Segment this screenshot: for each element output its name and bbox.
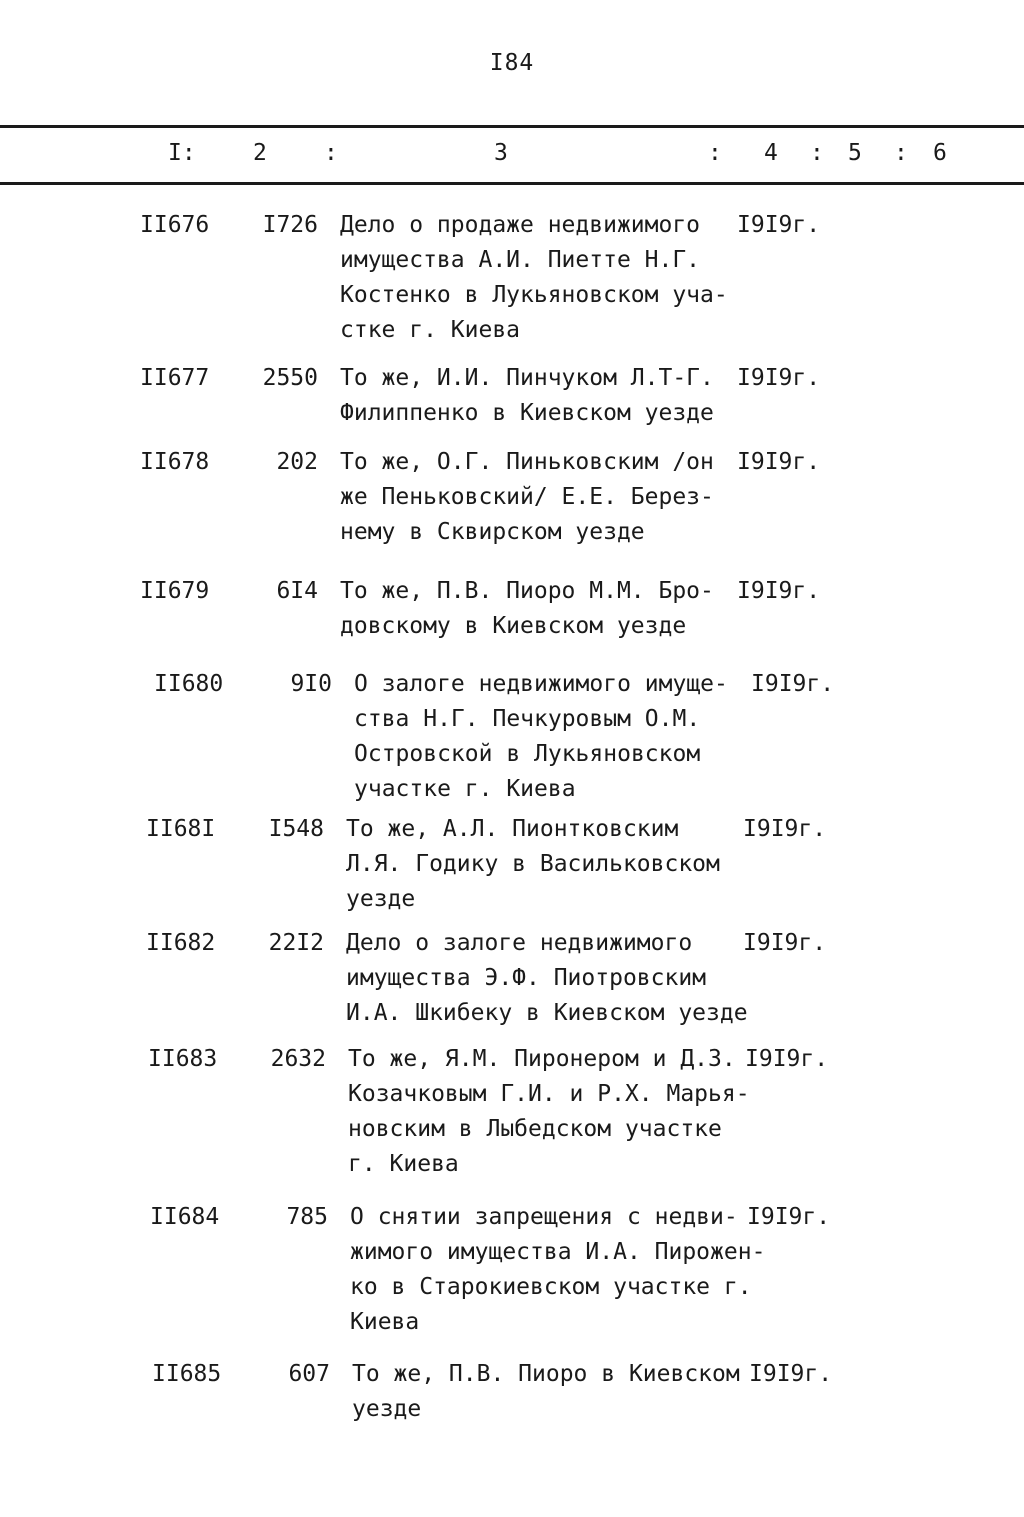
description-line: О снятии запрещения с недви-: [350, 1204, 738, 1230]
case-description: [348, 1042, 748, 1182]
description-line: О залоге недвижимого имуще-: [354, 671, 728, 697]
header-col-6: 6: [933, 140, 947, 166]
case-year: I9I9г.: [743, 930, 827, 956]
inventory-number: II680: [154, 671, 224, 697]
description-line: жимого имущества И.А. Пирожен-: [350, 1239, 766, 1265]
description-line: имущества А.И. Пиетте Н.Г.: [340, 247, 701, 273]
description-line: имущества Э.Ф. Пиотровским: [346, 965, 707, 991]
case-year: I9I9г.: [749, 1361, 833, 1387]
inventory-number: II682: [146, 930, 216, 956]
description-line: ства Н.Г. Печкуровым О.М.: [354, 706, 701, 732]
header-col-1: I:: [168, 140, 196, 166]
header-top-rule: [0, 125, 1024, 128]
description-line: То же, О.Г. Пиньковским /он: [340, 449, 714, 475]
inventory-number: II677: [140, 365, 210, 391]
case-description: [350, 1200, 766, 1340]
case-number: 202: [276, 449, 318, 475]
description-line: Костенко в Лукьяновском уча-: [340, 282, 728, 308]
case-number: 607: [288, 1361, 330, 1387]
inventory-number: II678: [140, 449, 210, 475]
description-line: новским в Лыбедском участке: [348, 1116, 722, 1142]
case-number: 785: [286, 1204, 328, 1230]
description-line: довскому в Киевском уезде: [340, 613, 687, 639]
header-separator: :: [810, 140, 824, 166]
inventory-number: II676: [140, 212, 210, 238]
case-year: I9I9г.: [737, 578, 821, 604]
case-description: [346, 926, 746, 1031]
description-line: Дело о залоге недвижимого: [346, 930, 693, 956]
description-line: То же, А.Л. Пионтковским: [346, 816, 679, 842]
description-line: И.А. Шкибеку в Киевском уезде: [346, 1000, 748, 1026]
case-description: [354, 667, 754, 807]
case-description: [346, 812, 746, 917]
case-year: I9I9г.: [737, 365, 821, 391]
description-line: Филиппенко в Киевском уезде: [340, 400, 714, 426]
description-line: уезде: [346, 886, 416, 912]
description-line: стке г. Киева: [340, 317, 521, 343]
description-line: нему в Сквирском уезде: [340, 519, 645, 545]
description-line: Козачковым Г.И. и Р.Х. Марья-: [348, 1081, 750, 1107]
case-number: 9I0: [290, 671, 332, 697]
case-number: I548: [268, 816, 324, 842]
description-line: Л.Я. Годику в Васильковском: [346, 851, 720, 877]
case-number: 6I4: [276, 578, 318, 604]
description-line: ко в Старокиевском участке г.: [350, 1274, 752, 1300]
case-year: I9I9г.: [747, 1204, 831, 1230]
case-year: I9I9г.: [745, 1046, 829, 1072]
inventory-number: II68I: [146, 816, 216, 842]
description-line: участке г. Киева: [354, 776, 576, 802]
inventory-number: II684: [150, 1204, 220, 1230]
case-description: [340, 574, 740, 644]
header-col-2: 2: [253, 140, 267, 166]
inventory-number: II685: [152, 1361, 222, 1387]
inventory-number: II679: [140, 578, 210, 604]
case-number: I726: [262, 212, 318, 238]
header-col-4: 4: [764, 140, 778, 166]
page-number: I84: [489, 50, 535, 76]
case-description: [340, 445, 740, 550]
header-separator: :: [324, 140, 338, 166]
case-number: 2550: [262, 365, 318, 391]
case-year: I9I9г.: [737, 449, 821, 475]
description-line: Островской в Лукьяновском: [354, 741, 701, 767]
case-description: [340, 208, 740, 348]
description-line: То же, П.В. Пиоро М.М. Бро-: [340, 578, 714, 604]
case-number: 22I2: [268, 930, 324, 956]
description-line: Киева: [350, 1309, 420, 1335]
description-line: То же, П.В. Пиоро в Киевском: [352, 1361, 740, 1387]
description-line: Дело о продаже недвижимого: [340, 212, 701, 238]
description-line: же Пеньковский/ Е.Е. Берез-: [340, 484, 714, 510]
column-header: [0, 140, 1024, 172]
case-description: [340, 361, 740, 431]
description-line: То же, И.И. Пинчуком Л.Т-Г.: [340, 365, 714, 391]
header-separator: :: [894, 140, 908, 166]
description-line: г. Киева: [348, 1151, 459, 1177]
inventory-number: II683: [148, 1046, 218, 1072]
header-separator: :: [708, 140, 722, 166]
case-year: I9I9г.: [737, 212, 821, 238]
description-line: уезде: [352, 1396, 422, 1422]
case-year: I9I9г.: [743, 816, 827, 842]
case-year: I9I9г.: [751, 671, 835, 697]
header-bottom-rule: [0, 182, 1024, 185]
description-line: То же, Я.М. Пиронером и Д.З.: [348, 1046, 736, 1072]
header-col-3: 3: [494, 140, 508, 166]
header-col-5: 5: [848, 140, 862, 166]
case-number: 2632: [270, 1046, 326, 1072]
case-description: [352, 1357, 752, 1427]
